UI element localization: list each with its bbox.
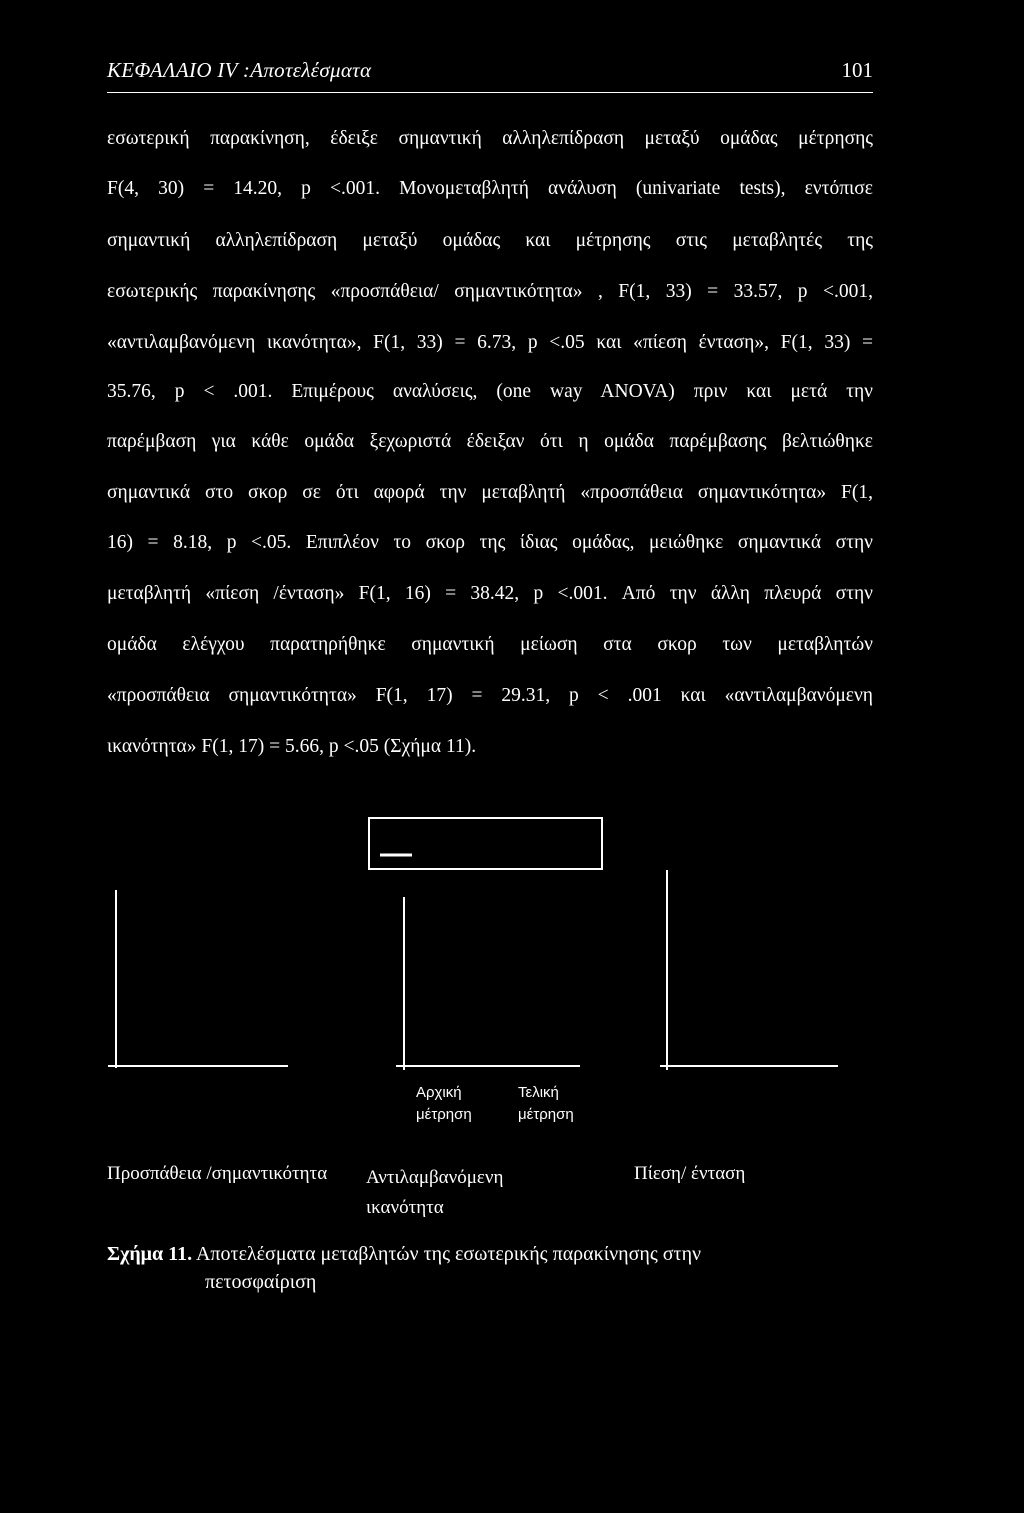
body-line: μεταβλητή «πίεση /ένταση» F(1, 16) = 38.42, p <.001. Από την άλλη πλευρά στην: [107, 583, 873, 604]
body-line: παρέμβαση για κάθε ομάδα ξεχωριστά έδειξαν ότι η ομάδα παρέμβασης βελτιώθηκε: [107, 431, 873, 452]
x-tick-label-initial: Αρχική μέτρηση: [416, 1084, 472, 1123]
figure-caption: [107, 1240, 867, 1293]
panel-label-perceived-competence: Αντιλαμβανόμενη ικανότητα: [366, 1167, 504, 1218]
caption-text: Αποτελέσματα μεταβλητών της εσωτερικής παρακίνησης στην: [195, 1243, 702, 1265]
body-line: F(4, 30) = 14.20, p <.001. Μονομεταβλητή ανάλυση (univariate tests), εντόπισε: [107, 178, 873, 199]
legend-box: [369, 818, 602, 869]
body-line: «προσπάθεια σημαντικότητα» F(1, 17) = 29.31, p < .001 και «αντιλαμβανόμενη: [107, 685, 873, 706]
panel-3-axes: [660, 870, 838, 1070]
body-line: εσωτερική παρακίνηση, έδειξε σημαντική αλληλεπίδραση μεταξύ ομάδας μέτρησης: [107, 128, 873, 149]
panel-label-effort: Προσπάθεια /σημαντικότητα: [107, 1163, 328, 1184]
body-line: 35.76, p < .001. Επιμέρους αναλύσεις, (one way ANOVA) πριν και μετά την: [107, 381, 873, 402]
x-tick-label-final: Τελική μέτρηση: [518, 1084, 574, 1123]
chart-legend: [369, 818, 602, 869]
body-line: σημαντικά στο σκορ σε ότι αφορά την μεταβλητή «προσπάθεια σημαντικότητα» F(1,: [107, 482, 873, 503]
body-line: 16) = 8.18, p <.05. Επιπλέον το σκορ της ίδιας ομάδας, μειώθηκε σημαντικά στην: [107, 532, 873, 553]
body-line: ικανότητα» F(1, 17) = 5.66, p <.05 (Σχήμα 11).: [107, 736, 477, 757]
caption-label: Σχήμα 11.: [107, 1243, 193, 1265]
body-line: εσωτερικής παρακίνησης «προσπάθεια/ σημαντικότητα» , F(1, 33) = 33.57, p <.001,: [107, 281, 873, 302]
panel-label-pressure: Πίεση/ ένταση: [634, 1163, 746, 1184]
page-number: 101: [841, 58, 873, 82]
panel-2-axes: [396, 897, 580, 1070]
body-line: σημαντική αλληλεπίδραση μεταξύ ομάδας και μέτρησης στις μεταβλητές της: [107, 230, 873, 251]
chapter-title: ΚΕΦΑΛΑΙΟ IV :Αποτελέσματα: [107, 58, 372, 82]
panel-1-axes: [108, 890, 288, 1068]
caption-text-continued: πετοσφαίριση: [205, 1271, 317, 1293]
body-line: ομάδα ελέγχου παρατηρήθηκε σημαντική μείωση στα σκορ των μεταβλητών: [107, 634, 873, 655]
body-line: «αντιλαμβανόμενη ικανότητα», F(1, 33) = 6.73, p <.05 και «πίεση ένταση», F(1, 33) =: [107, 332, 873, 353]
